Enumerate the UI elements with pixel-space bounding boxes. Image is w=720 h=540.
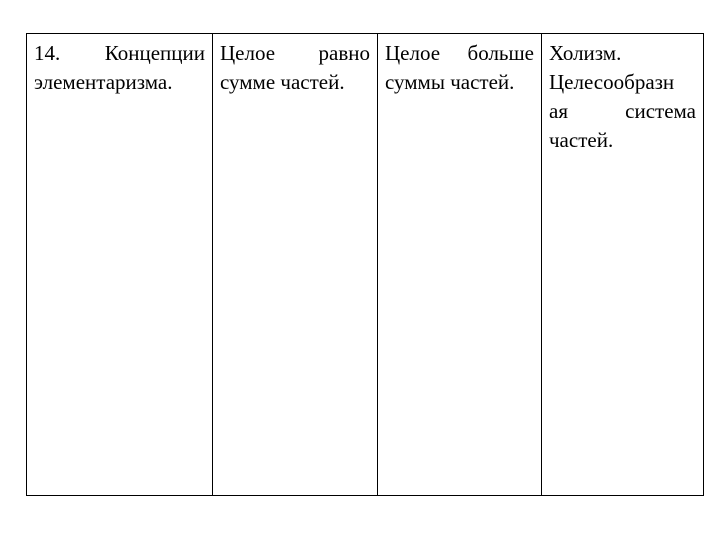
principle-1-cell xyxy=(213,34,378,496)
concept-cell xyxy=(27,34,213,496)
principle-2-cell xyxy=(378,34,542,496)
holism-description: Целесообразн ая система частей. xyxy=(549,70,696,152)
table-row xyxy=(27,34,704,496)
concept-text: 14. Концепции элементаризма. xyxy=(34,41,205,94)
holism-cell xyxy=(542,34,704,496)
comparison-table xyxy=(26,33,704,496)
principle-1-text: Целое равно сумме частей. xyxy=(220,41,370,94)
principle-2-text: Целое больше суммы частей. xyxy=(385,41,534,94)
holism-title: Холизм. xyxy=(549,41,622,65)
